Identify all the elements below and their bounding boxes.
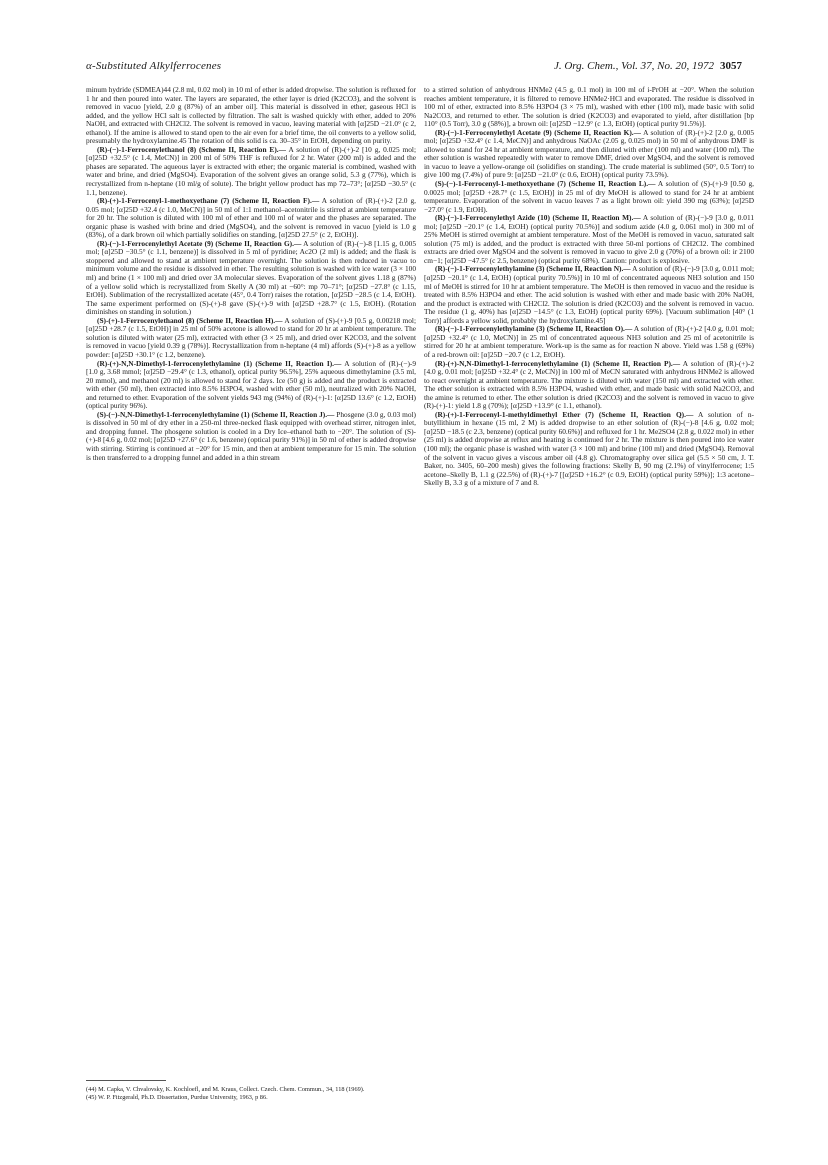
paragraph-body: A solution of (R)-(−)-9 [1.0 g, 3.68 mmol; [α]25D −29.4° (c 1.3, ethanol), optical purity 96.5%], 25% aqueous dimethylamine (3.5 ml, 20 mmol), and methanol (20 ml) is allowed to stand for 2 days. Ice (50 g) is added and the product is extracted with ether (50 ml), then extracted into 8.5% H3PO4, washed with ether (50 ml), neutralized with 20% NaOH, and returned to ether. Evaporation of the solvent yields 943 mg (94%) of (R)-(+)-1: [α]25D 13.6° (c 1.2, EtOH) (optical purity 96%).	[86, 358, 417, 411]
paragraph	[424, 129, 754, 180]
page-number: 3057	[720, 60, 742, 72]
paragraph	[424, 360, 754, 411]
paragraph-heading: (S)-(+)-1-Ferrocenylethanol (8) (Scheme II, Reaction H).—	[97, 315, 283, 325]
paragraph	[424, 214, 754, 265]
paragraph: minum hydride (SDMEA)44 (2.8 ml, 0.02 mol) in 10 ml of ether is added dropwise. The solution is refluxed for 1 hr and then poured into water. The layers are separated, the ether layer is dried (K2CO3), and the solvent is removed in vacuo [yield, 2.0 g (87%) of an amber oil]. This material is dissolved in ether, gaseous HCl is added, and the yellow HCl salt is collected by filtration. The salt is washed quickly with ether, added to 20% NaOH, and extracted with CH2Cl2. The solvent is removed in vacuo, leaving material with [α]25D −21.0° (c 2, ethanol). If the amine is allowed to stand open to the air even for a brief time, the oil converts to a yellow solid, presumably the hydroxylamine.45 The rotation of this solid is ca. 30–35° in EtOH, depending on purity.	[86, 85, 416, 146]
journal-citation	[554, 60, 742, 72]
paragraph-heading: (R)-(−)-1-Ferrocenylethyl Azide (10) (Scheme II, Reaction M).—	[435, 213, 641, 223]
paragraph-heading: (R)-(−)-1-Ferrocenylethyl Acetate (9) (Scheme II, Reaction G).—	[97, 238, 302, 248]
paragraph	[86, 411, 416, 462]
paragraph-body: A solution of (R)-(+)-2 [4.0 g, 0.01 mol; [α]25D +32.4° (c 2, MeCN)] in 100 ml of MeCN saturated with anhydrous HNMe2 is allowed to react overnight at ambient temperature. The mixture is diluted with water (150 ml) and extracted with ether. The ether solution is extracted with 8.5% H3PO4, washed with ether, and made basic with solid Na2CO3, and the amine is returned to ether. The ether solution is dried (K2CO3) and the solvent is removed in vacuo to give (R)-(+)-1: yield 1.8 g (70%); [α]25D +13.9° (c 1.1, ethanol).	[424, 358, 754, 411]
paragraph-heading: (S)-(−)-1-Ferrocenyl-1-methoxyethane (7) (Scheme II, Reaction L).—	[435, 179, 656, 189]
paragraph-heading: (S)-(−)-N,N-Dimethyl-1-ferrocenylethylamine (1) (Scheme II, Reaction J).—	[97, 409, 335, 419]
paragraph-body: A solution of (R)-(+)-2 [2.0 g, 0.005 mol; [α]25D +32.4° (c 1.4, MeCN)] and anhydrous NaOAc (2.05 g, 0.025 mol) in 50 ml of anhydrous DMF is allowed to stand for 24 hr at ambient temperature, and then diluted with ether (100 ml) and water (100 ml). The ether solution is washed repeatedly with water to remove DMF, dried over MgSO4, and the solvent is removed in vacuo to leave a yellow-orange oil (solidifies on standing). The crude material is sublimed (50°, 0.5 Torr) to give 100 mg (7.4%) of pure 9: [α]25D −21.0° (c 0.6, EtOH) (optical purity 73.5%).	[424, 127, 754, 180]
paragraph-heading: (R)-(+)-1-Ferrocenyl-1-methoxyethane (7) (Scheme II, Reaction F).—	[97, 196, 320, 206]
paragraph-body: A solution of (R)-(−)-9 [3.0 g, 0.011 mol; [α]25D −20.1° (c 1.4, EtOH) (optical purity 70.5%)] in 10 ml of concentrated aqueous NH3 solution and 150 ml of MeOH is stirred for 10 hr at ambient temperature. The MeOH is then removed in vacuo and the residue is treated with 8.5% H3PO4 and ether. The acid solution is washed with ether and made basic with 20% NaOH, and the product is extracted with CH2Cl2. The solution is dried (K2CO3) and the solvent is removed in vacuo. The residue (1 g, 40%) has [α]25D −14.5° (c 1.3, EtOH) (optical purity 69%). [Vacuum sublimation [40° (1 Torr)] affords a yellow solid, probably the hydroxylamine.45]	[424, 264, 754, 325]
footnote: (44) M. Capka, V. Chvalovsky, K. Kochloefl, and M. Kraus, Collect. Czech. Chem. Commun., 34, 118 (1969).	[86, 1086, 365, 1093]
paragraph	[86, 197, 416, 240]
running-title: α-Substituted Alkylferrocenes	[86, 60, 222, 72]
paragraph-body: A solution of (R)-(−)-9 [3.0 g, 0.011 mol; [α]25D −20.1° (c 1.4, EtOH) (optical purity 70.5%)] and sodium azide (4.0 g, 0.061 mol) in 300 ml of 25% MeOH is stirred overnight at ambient temperature. Most of the MeOH is removed in vacuo, saturated salt solution (75 ml) is added, and the product is extracted with three 50-ml portions of CH2Cl2. The combined extracts are dried over MgSO4 and the solvent is removed in vacuo to give 2.0 g (70%) of a brown oil: ir 2100 cm−1; [α]25D −47.5° (c 2.5, benzene) (optical purity 68%). Caution: product is explosive.	[424, 213, 755, 265]
running-header	[86, 60, 742, 78]
left-column	[86, 86, 416, 462]
paragraph-body: Phosgene (3.0 g, 0.03 mol) is dissolved in 50 ml of dry ether in a 250-ml three-necked flask equipped with overhead stirrer, nitrogen inlet, and dropping funnel. The phosgene solution is cooled in a Dry Ice–ethanol bath to −20°. The solution of (S)-(+)-8 [4.6 g, 0.02 mol; [α]25D +27.6° (c 1.6, benzene) (optical purity 91%)] in 50 ml of ether is added dropwise with stirring. Stirring is continued at −20° for 15 min, and then at ambient temperature for 15 min. The solution is then transferred to a dropping funnel and added in a thin stream	[86, 409, 416, 462]
paragraph-body: A solution of (S)-(+)-9 [0.50 g, 0.0025 mol; [α]25D +28.7° (c 1.5, EtOH)] in 25 ml of dry MeOH is allowed to stand for 24 hr at ambient temperature. Evaporation of the solvent in vacuo leaves 7 as a light brown oil: yield 390 mg (63%); [α]25D −27.0° (c 1.9, EtOH).	[424, 179, 754, 214]
paragraph	[86, 240, 416, 317]
paragraph	[424, 265, 754, 325]
journal-name: J. Org. Chem., Vol. 37, No. 20, 1972	[553, 60, 714, 72]
paragraph: to a stirred solution of anhydrous HNMe2 (4.5 g, 0.1 mol) in 100 ml of i-PrOH at −20°. When the solution reaches ambient temperature, it is filtered to remove HNMe2·HCl and evaporated. The residue is dissolved in 100 ml of ether, extracted into 8.5% H3PO4 (3 × 75 ml), washed with ether (100 ml), made basic with solid Na2CO3, and returned to ether. The solution is dried (K2CO3) and evaporated to yield, after distillation [bp 110° (0.5 Torr), 3.0 g (58%)], a brown oil: [α]25D −12.9° (c 1.3, EtOH) (optical purity 91.5%)].	[424, 85, 754, 129]
paragraph-body: A solution of (S)-(+)-9 [0.5 g, 0.00218 mol; [α]25D +28.7 (c 1.5, EtOH)] in 25 ml of 50% acetone is allowed to stand for 20 hr at ambient temperature. The solution is diluted with water (25 ml), extracted with ether (3 × 25 ml), and dried over K2CO3, and the solvent is removed in vacuo [yield 0.39 g (78%)]. Recrystallization from n-heptane (4 ml) affords (S)-(+)-8 as a yellow powder: [α]25D +30.1° (c 1.2, benzene).	[86, 315, 416, 359]
paragraph-heading: (R)-(+)-1-Ferrocenyl-1-methyldimethyl Ether (7) (Scheme II, Reaction Q).—	[435, 409, 694, 419]
footnote: (45) W. P. Fitzgerald, Ph.D. Dissertation, Purdue University, 1963, p 86.	[86, 1094, 268, 1101]
paragraph-heading: (R)-(−)-1-Ferrocenylethylamine (3) (Scheme II, Reaction O).—	[435, 324, 633, 334]
paragraph	[86, 360, 416, 411]
paragraph-heading: (R)-(+)-N,N-Dimethyl-1-ferrocenylethylamine (1) (Scheme II, Reaction P).—	[435, 358, 681, 368]
paragraph-heading: (R)-(+)-N,N-Dimethyl-1-ferrocenylethylamine (1) (Scheme II, Reaction I).—	[97, 358, 342, 368]
paragraph	[424, 325, 754, 359]
paragraph-body: A solution of n-butyllithium in hexane (15 ml, 2 M) is added dropwise to an ether solution of (R)-(−)-8 [4.6 g, 0.02 mol; [α]25D −18.5 (c 2.3, benzene) (optical purity 60.6%)] and refluxed for 1 hr. Me2SO4 (2.8 g, 0.022 mol) in ether (25 ml) is added dropwise at reflux and heating is continued for 2 hr. The mixture is then poured into ice water (100 ml); the organic phase is washed with water (3 × 100 ml) and brine (100 ml) and dried (MgSO4). Removal of the solvent in vacuo gives a viscous amber oil (4.8 g). Chromatography over silica gel (5.5 × 50 cm, J. T. Baker, no. 3405, 60–200 mesh) gives the following fractions: Skelly B, 90 mg (2.1%) of vinylferrocene; 1:5 acetone–Skelly B, 1.1 g (22.5%) of (R)-(+)-7 [[α]25D +16.2° (c 0.9, EtOH) (optical purity 59%)]; 1:3 acetone–Skelly B, 3.3 g of a mixture of 7 and 8.	[424, 409, 754, 488]
paragraph	[424, 411, 754, 488]
paragraph-body: A solution of (R)-(−)-8 [1.15 g, 0.005 mol; [α]25D −30.5° (c 1.1, benzene)] is dissolved in 5 ml of pyridine; Ac2O (2 ml) is added; and the flask is stoppered and allowed to stand at ambient temperature overnight. The solution is then reduced in vacuo to minimum volume and the residue is dissolved in ether. The resulting solution is washed with ice water (3 × 100 ml) and brine (1 × 100 ml) and dried over 3A molecular sieves. Evaporation of the solvent gives 1.18 g (87%) of a yellow solid which is recrystallized from Skelly A (30 ml) at −60°: mp 70–71°; [α]25D −27.8° (c 1.15, EtOH). Sublimation of the recrystallized acetate (45°, 0.4 Torr) raises the rotation, [α]25D −28.5 (c 1.4, EtOH). The same experiment performed on (S)-(+)-8 gave (S)-(+)-9 with [α]25D +28.7° (c 1.5, EtOH). (Rotation diminishes on standing in solution.)	[86, 238, 416, 317]
paragraph-heading: (R)-(−)-1-Ferrocenylethyl Acetate (9) (Scheme II, Reaction K).—	[435, 127, 641, 137]
paragraph-heading: (R)-(−)-1-Ferrocenylethylamine (3) (Scheme II, Reaction N).—	[435, 264, 631, 274]
paragraph-body: A solution of (R)-(+)-2 [4.0 g, 0.01 mol; [α]25D +32.4° (c 1.0, MeCN)] in 25 ml of concentrated aqueous NH3 solution and 25 ml of acetonitrile is stirred for 20 hr at ambient temperature. Work-up is the same as for reaction N above. Yield was 1.58 g (69%) of a red-brown oil: [α]25D −20.7 (c 1.2, EtOH).	[424, 324, 754, 359]
right-column	[424, 86, 754, 488]
paragraph	[424, 180, 754, 214]
footnotes	[86, 1080, 416, 1102]
paragraph	[86, 317, 416, 360]
paragraph-body: A solution of (R)-(+)-2 [10 g, 0.025 mol; [α]25D +32.5° (c 1.4, MeCN)] in 200 ml of 50% THF is refluxed for 2 hr. Water (200 ml) is added and the phases are separated. The aqueous layer is extracted with ether; the organic material is combined, washed with water and brine, and dried (MgSO4). Evaporation of the solvent gives an orange solid, 5.3 g (77%), which is recrystallized from n-heptane (10 ml/g of solute). The bright yellow product has mp 72–73°; [α]25D −30.5° (c 1.1, benzene).	[86, 144, 416, 197]
footnote-rule	[86, 1080, 166, 1081]
paragraph-heading: (R)-(−)-1-Ferrocenylethanol (8) (Scheme II, Reaction E).—	[97, 144, 286, 154]
paragraph-body: A solution of (R)-(+)-2 [2.0 g, 0.05 mol; [α]25D +32.4 (c 1.0, MeCN)] in 50 ml of 1:1 methanol–acetonitrile is stirred at ambient temperature for 20 hr. The solution is diluted with 100 ml of ether and 100 ml of water and the phases are separated. The organic phase is washed with brine and dried (MgSO4), and the solvent is removed in vacuo [yield is 1.0 g (83%), of a dark brown oil which partially solidifies on standing, [α]25D 27.5° (c 2, EtOH)].	[86, 196, 416, 240]
paragraph	[86, 146, 416, 197]
